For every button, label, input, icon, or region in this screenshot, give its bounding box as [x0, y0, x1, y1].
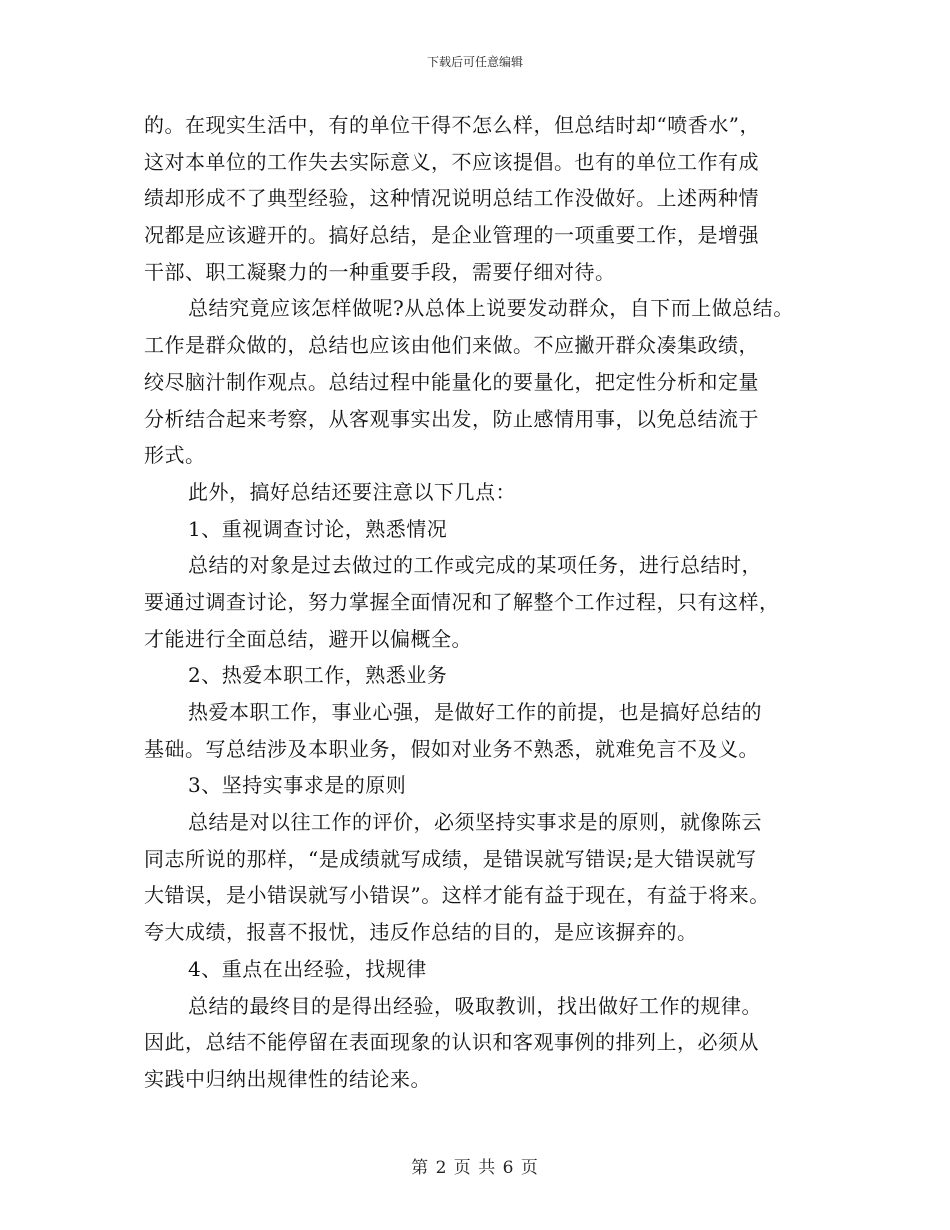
text-line: 总结的最终目的是得出经验，吸取教训，找出做好工作的规律。 [188, 993, 762, 1018]
text-line: 大错误，是小错误就写小错误”。这样才能有益于现在，有益于将来。 [144, 883, 770, 908]
text-line: 此外，搞好总结还要注意以下几点： [188, 479, 516, 504]
document-body [144, 107, 834, 1098]
text-line: 1、重视调查讨论，熟悉情况 [188, 516, 448, 541]
text-line: 热爱本职工作，事业心强，是做好工作的前提，也是搞好总结的 [188, 700, 762, 724]
text-line: 总结究竟应该怎样做呢?从总体上说要发动群众，自下而上做总结。 [188, 296, 794, 321]
text-line: 绞尽脑汁制作观点。总结过程中能量化的要量化，把定性分析和定量 [144, 369, 759, 394]
text-line: 因此，总结不能停留在表面现象的认识和客观事例的排列上，必须从 [144, 1030, 759, 1055]
text-line: 才能进行全面总结，避开以偏概全。 [144, 626, 472, 651]
text-line: 4、重点在出经验，找规律 [188, 956, 427, 981]
text-line: 要通过调查讨论，努力掌握全面情况和了解整个工作过程，只有这样， [144, 589, 780, 614]
page-header: 下载后可任意编辑 [426, 55, 523, 69]
text-line: 这对本单位的工作失去实际意义，不应该提倡。也有的单位工作有成 [144, 149, 759, 174]
text-line: 同志所说的那样，“是成绩就写成绩，是错误就写错误;是大错误就写 [144, 846, 757, 871]
text-line: 实践中归纳出规律性的结论来。 [144, 1066, 431, 1091]
text-line: 绩却形成不了典型经验，这种情况说明总结工作没做好。上述两种情 [144, 186, 759, 211]
text-line: 基础。写总结涉及本职业务，假如对业务不熟悉，就难免言不及义。 [144, 736, 759, 761]
text-line: 总结是对以往工作的评价，必须坚持实事求是的原则，就像陈云 [188, 810, 762, 835]
text-line: 形式。 [144, 443, 206, 468]
text-line: 况都是应该避开的。搞好总结，是企业管理的一项重要工作，是增强 [144, 223, 759, 248]
text-line: 干部、职工凝聚力的一种重要手段，需要仔细对待。 [144, 259, 616, 284]
text-line: 工作是群众做的，总结也应该由他们来做。不应撇开群众凑集政绩， [144, 333, 759, 358]
text-line: 分析结合起来考察，从客观事实出发，防止感情用事，以免总结流于 [144, 406, 759, 431]
text-line: 2、热爱本职工作，熟悉业务 [188, 663, 448, 688]
page-number: 第 2 页 共 6 页 [411, 1158, 539, 1178]
text-line: 总结的对象是过去做过的工作或完成的某项任务，进行总结时， [188, 553, 762, 578]
text-line: 夸大成绩，报喜不报忧，违反作总结的目的，是应该摒弃的。 [144, 920, 698, 945]
text-line: 3、坚持实事求是的原则 [188, 773, 407, 798]
text-line: 的。在现实生活中，有的单位干得不怎么样，但总结时却“喷香水”， [144, 113, 760, 137]
